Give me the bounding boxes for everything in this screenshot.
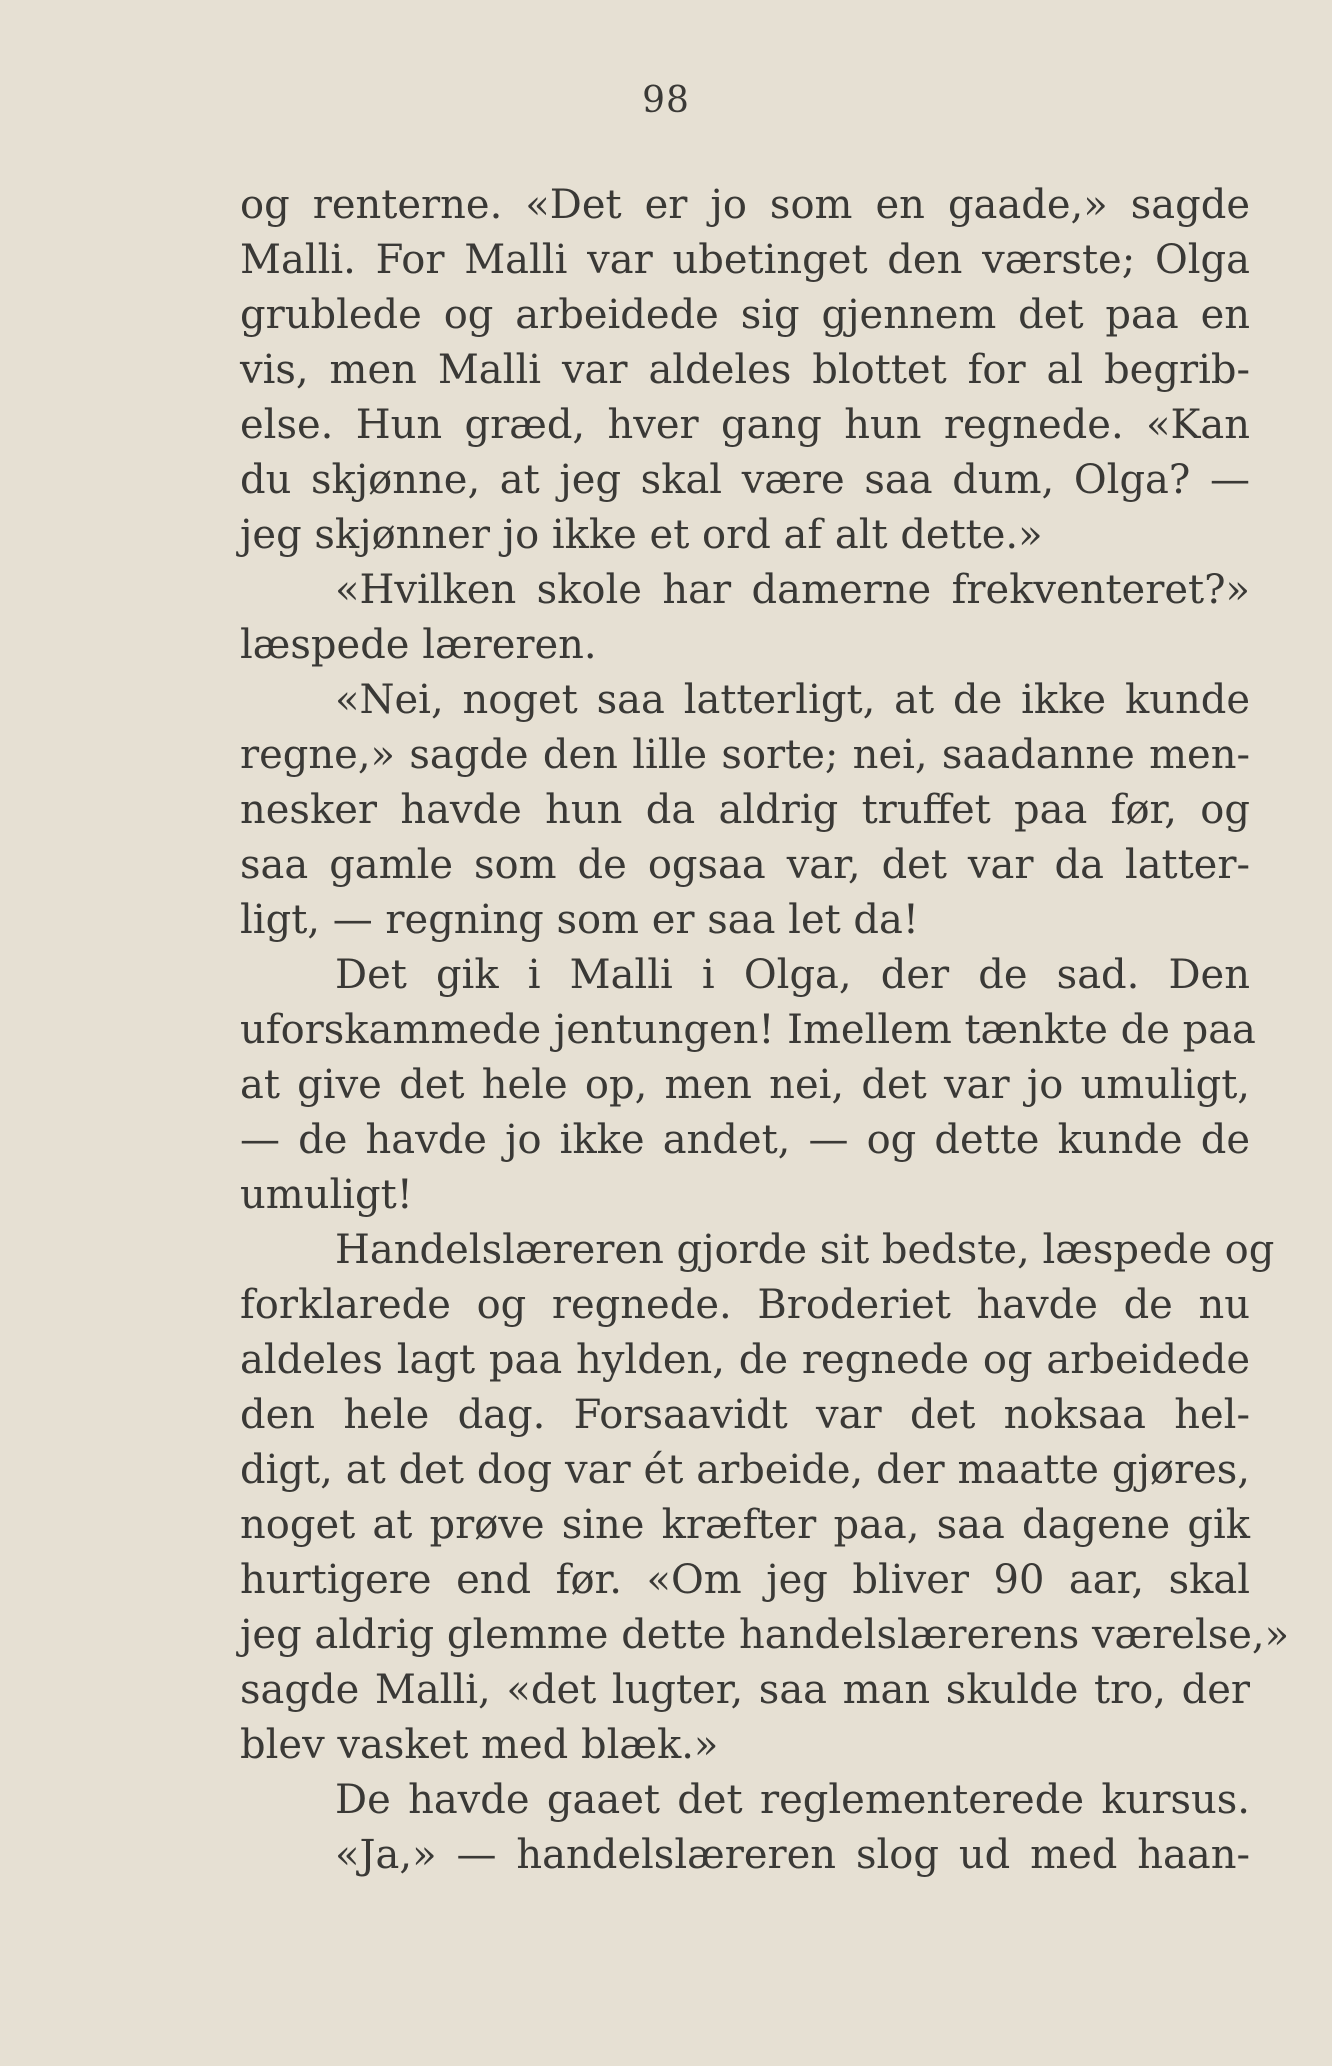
text-line: saa gamle som de ogsaa var, det var da latter-: [240, 842, 1250, 888]
text-line: noget at prøve sine kræfter paa, saa dagene gik: [240, 1502, 1250, 1548]
text-line: regne,» sagde den lille sorte; nei, saadanne men-: [240, 732, 1250, 778]
text-line: du skjønne, at jeg skal være saa dum, Olga? —: [240, 457, 1250, 503]
text-line: De havde gaaet det reglementerede kursus.: [335, 1777, 1250, 1823]
text-line: umuligt!: [240, 1172, 413, 1218]
text-line: den hele dag. Forsaavidt var det noksaa hel-: [240, 1392, 1250, 1438]
page-number: 98: [642, 80, 690, 121]
text-line: else. Hun græd, hver gang hun regnede. «Kan: [240, 402, 1250, 448]
text-line: jeg skjønner jo ikke et ord af alt dette.»: [240, 512, 1043, 558]
page-text: [240, 178, 1290, 1883]
text-line: digt, at det dog var ét arbeide, der maatte gjøres,: [240, 1447, 1250, 1493]
text-line: Handelslæreren gjorde sit bedste, læspede og: [335, 1227, 1275, 1273]
text-line: «Ja,» — handelslæreren slog ud med haan-: [335, 1832, 1250, 1878]
text-line: Malli. For Malli var ubetinget den værste; Olga: [240, 237, 1250, 283]
text-line: Det gik i Malli i Olga, der de sad. Den: [335, 952, 1250, 998]
text-line: og renterne. «Det er jo som en gaade,» sagde: [240, 182, 1250, 228]
text-line: jeg aldrig glemme dette handelslærerens værelse,»: [240, 1612, 1290, 1658]
text-line: grublede og arbeidede sig gjennem det paa en: [240, 292, 1250, 338]
text-line: vis, men Malli var aldeles blottet for al begrib-: [240, 347, 1250, 393]
text-line: læspede læreren.: [240, 622, 597, 668]
text-line: ligt, — regning som er saa let da!: [240, 897, 919, 943]
text-line: «Nei, noget saa latterligt, at de ikke kunde: [335, 677, 1250, 723]
text-line: at give det hele op, men nei, det var jo umuligt,: [240, 1062, 1250, 1108]
text-line: sagde Malli, «det lugter, saa man skulde tro, der: [240, 1667, 1250, 1713]
text-line: forklarede og regnede. Broderiet havde de nu: [240, 1282, 1250, 1328]
text-line: «Hvilken skole har damerne frekventeret?»: [335, 567, 1250, 613]
text-line: — de havde jo ikke andet, — og dette kunde de: [240, 1117, 1250, 1163]
text-line: hurtigere end før. «Om jeg bliver 90 aar, skal: [240, 1557, 1250, 1603]
text-line: aldeles lagt paa hylden, de regnede og arbeidede: [240, 1337, 1250, 1383]
text-line: nesker havde hun da aldrig truffet paa før, og: [240, 787, 1250, 833]
text-line: uforskammede jentungen! Imellem tænkte de paa: [240, 1007, 1256, 1053]
text-line: blev vasket med blæk.»: [240, 1722, 719, 1768]
